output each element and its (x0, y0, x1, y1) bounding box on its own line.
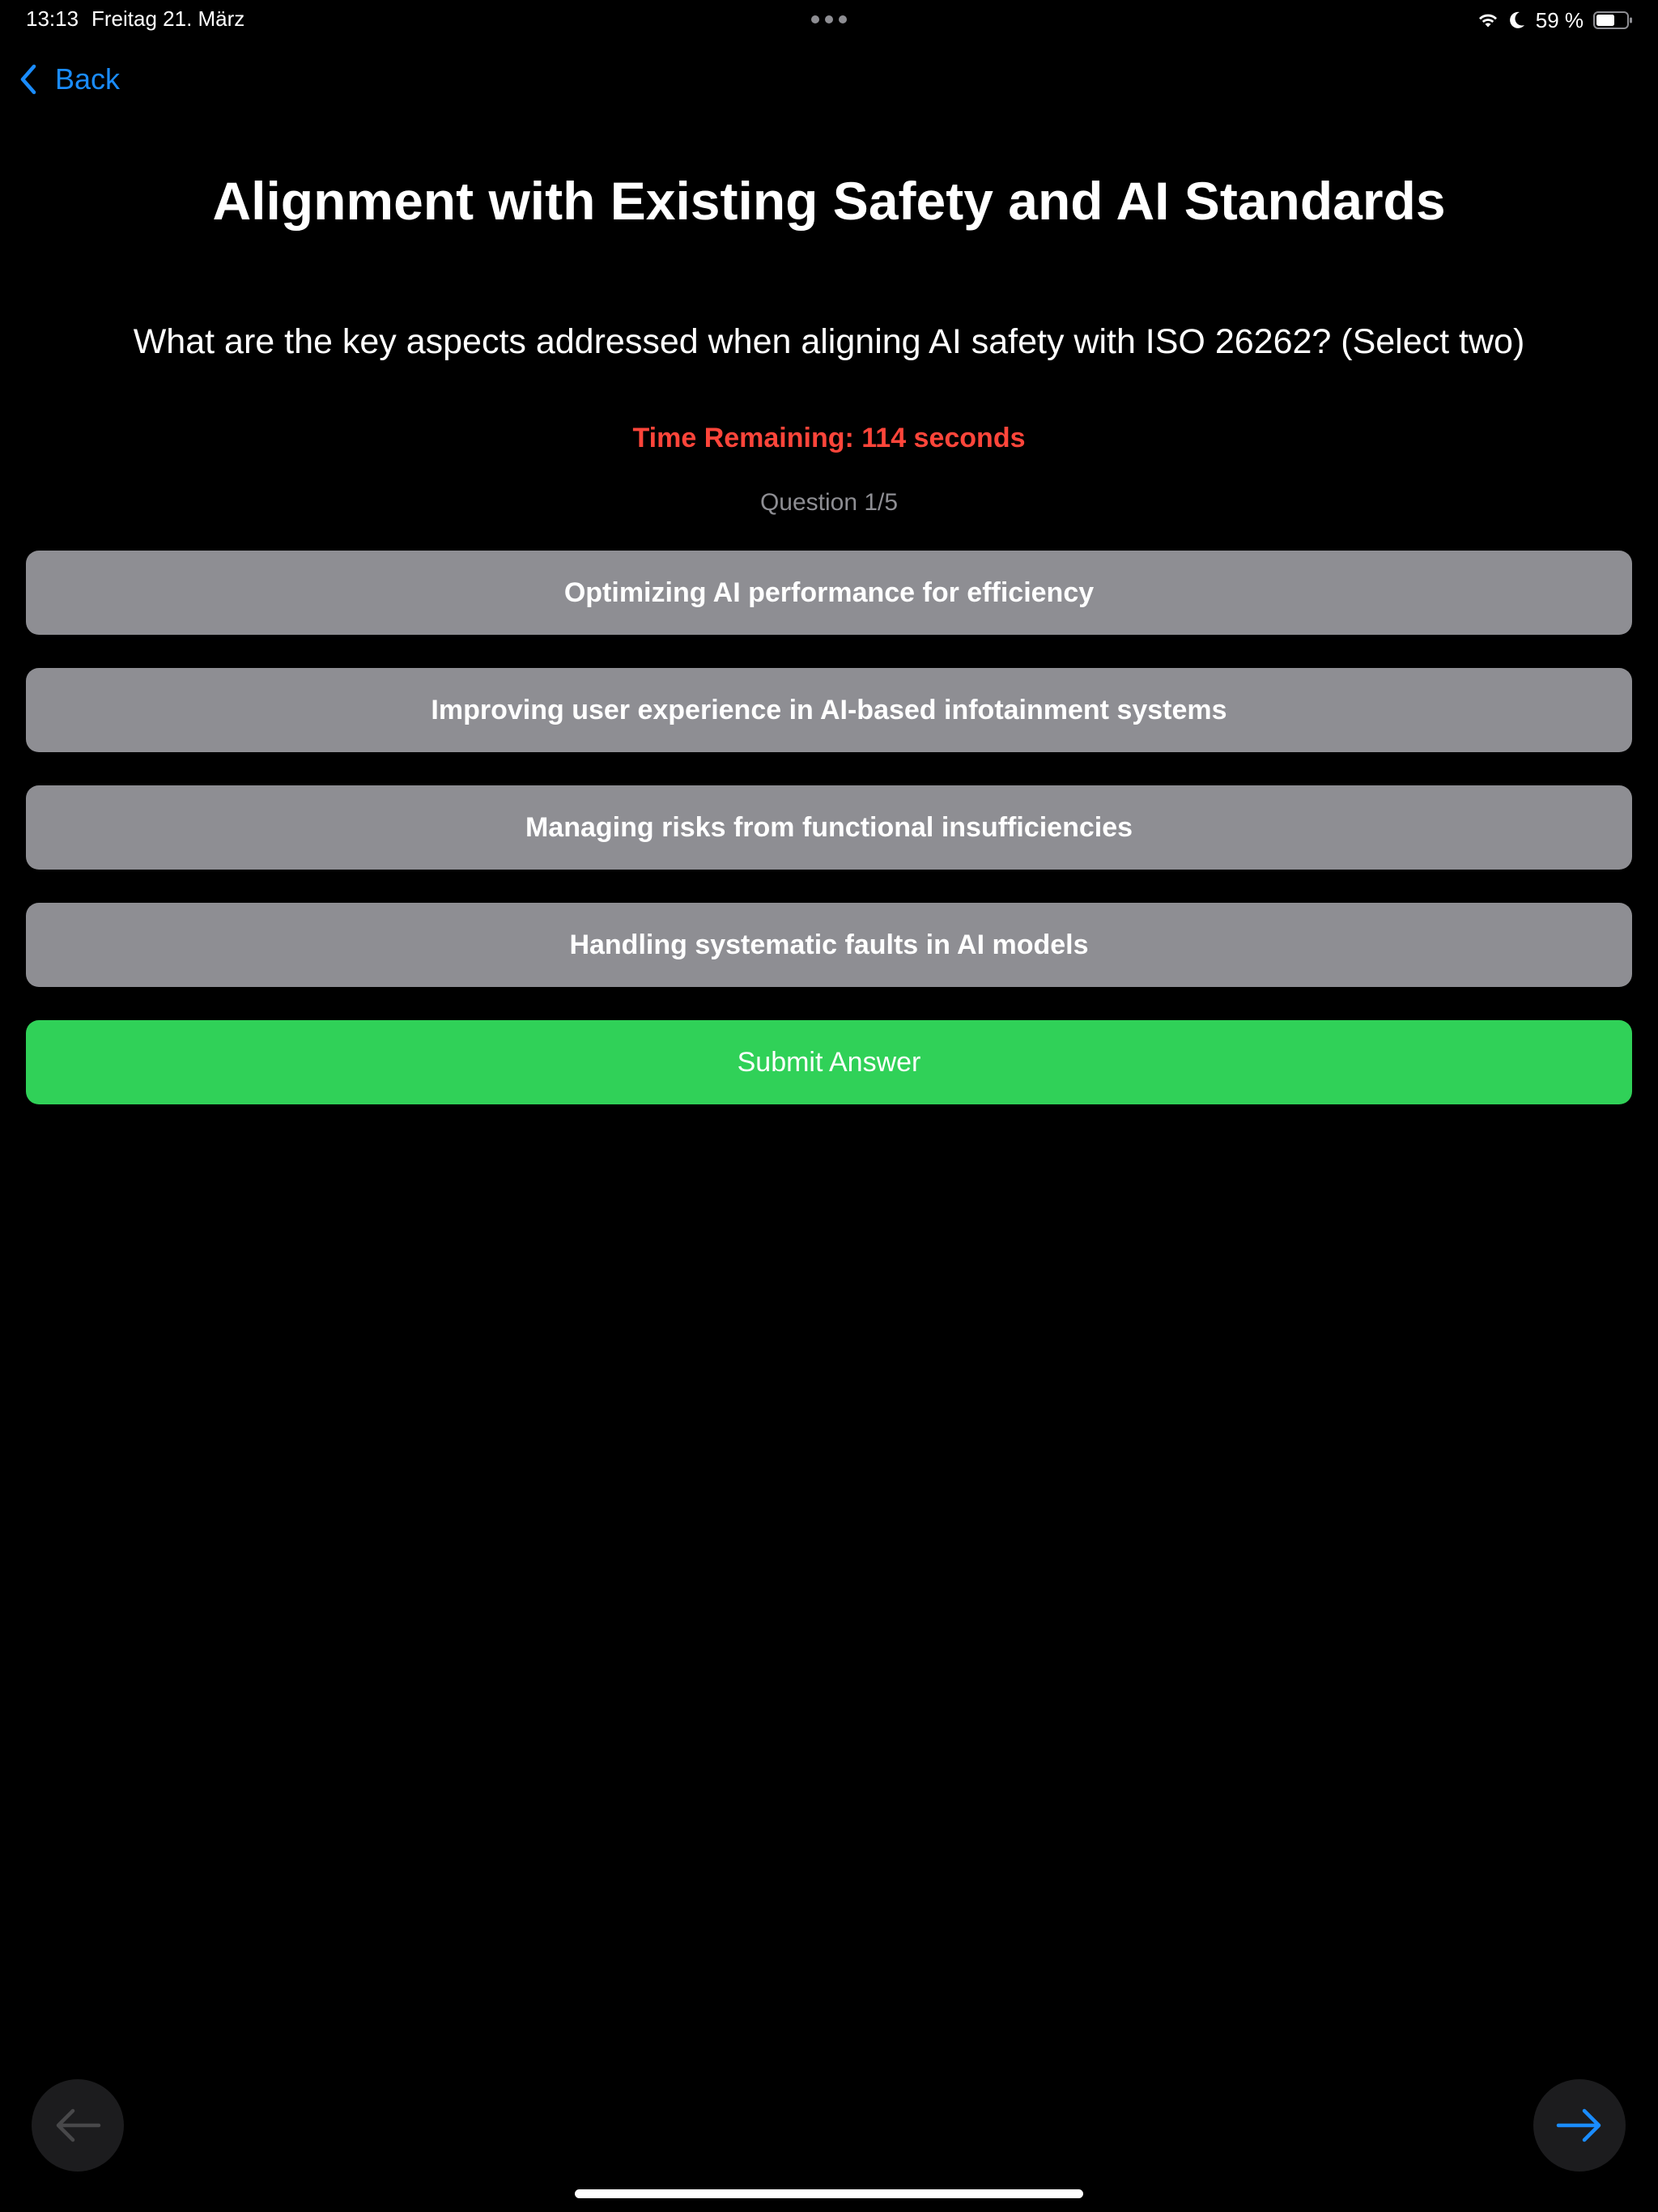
status-time: 13:13 (26, 6, 79, 31)
page-title: Alignment with Existing Safety and AI Standards (212, 171, 1446, 231)
answer-option-3[interactable]: Managing risks from functional insufficiencies (26, 785, 1632, 870)
answer-option-4[interactable]: Handling systematic faults in AI models (26, 903, 1632, 987)
home-indicator[interactable] (575, 2189, 1083, 2198)
previous-question-button[interactable] (32, 2079, 124, 2172)
submit-answer-button[interactable]: Submit Answer (26, 1020, 1632, 1104)
status-indicators (1476, 6, 1634, 34)
battery-icon (1593, 11, 1634, 30)
answer-option-2[interactable]: Improving user experience in AI-based infotainment systems (26, 668, 1632, 752)
answer-options (26, 551, 1632, 1020)
chevron-left-icon (19, 64, 37, 95)
question-progress: Question 1/5 (759, 489, 899, 516)
back-button[interactable] (19, 58, 120, 100)
status-date: Freitag 21. März (91, 6, 245, 31)
battery-percent: 59 % (1535, 7, 1584, 32)
multitask-menu-icon[interactable] (811, 15, 847, 23)
moon-icon (1508, 11, 1526, 30)
question-text: What are the key aspects addressed when aligning AI safety with ISO 26262? (Select two) (133, 322, 1525, 361)
back-label: Back (55, 62, 121, 96)
time-remaining: Time Remaining: 114 seconds (632, 423, 1026, 453)
arrow-right-icon (1555, 2108, 1604, 2143)
next-question-button[interactable] (1533, 2079, 1626, 2172)
arrow-left-icon (53, 2108, 102, 2143)
wifi-icon (1476, 11, 1500, 30)
answer-option-1[interactable]: Optimizing AI performance for efficiency (26, 551, 1632, 635)
status-bar (0, 0, 1658, 39)
